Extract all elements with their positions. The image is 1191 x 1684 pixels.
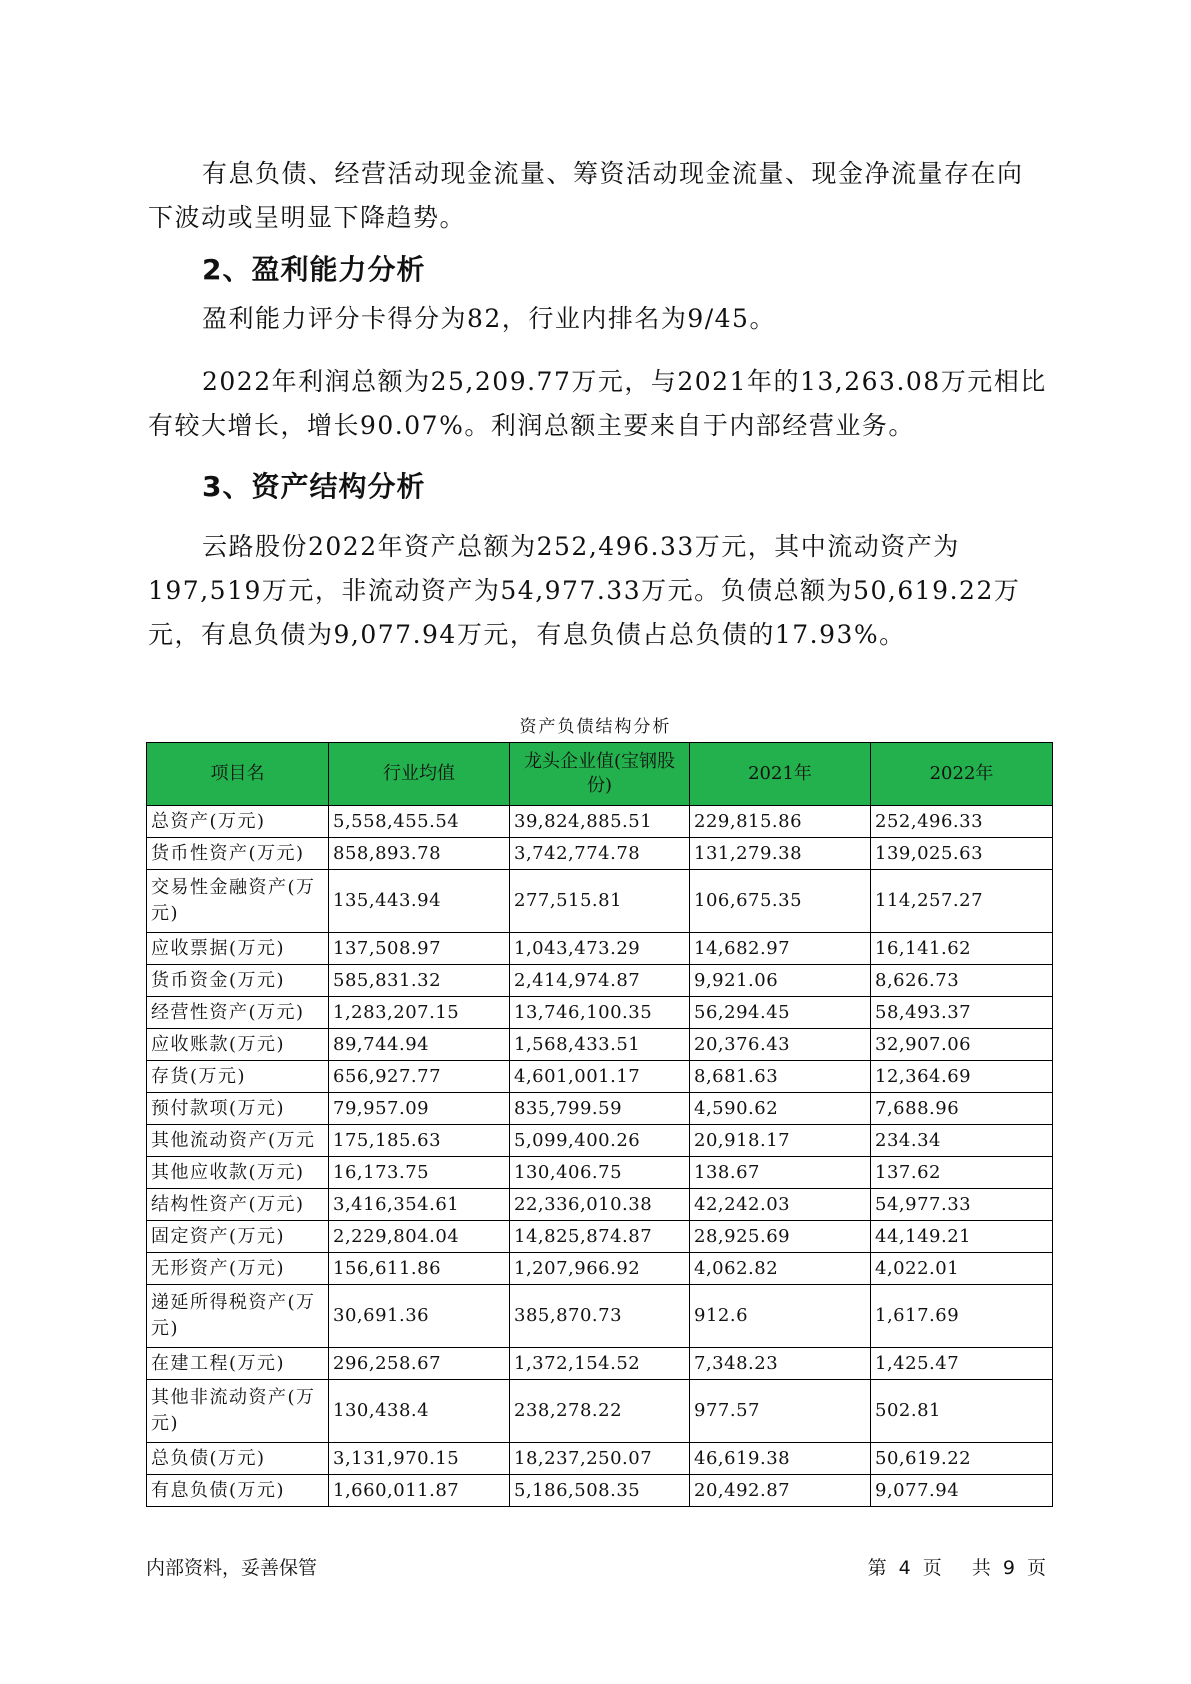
- cell-value: 3,416,354.61: [329, 1189, 510, 1221]
- cell-value: 1,425.47: [871, 1348, 1053, 1380]
- cell-value: 16,141.62: [871, 933, 1053, 965]
- cell-value: 131,279.38: [690, 838, 871, 870]
- cell-value: 3,131,970.15: [329, 1443, 510, 1475]
- cell-value: 4,601,001.17: [510, 1061, 690, 1093]
- cell-value: 175,185.63: [329, 1125, 510, 1157]
- cell-item-name: 在建工程(万元): [147, 1348, 329, 1380]
- cell-value: 9,077.94: [871, 1475, 1053, 1507]
- cell-item-name: 其他非流动资产(万元): [147, 1380, 329, 1443]
- cell-item-name: 预付款项(万元): [147, 1093, 329, 1125]
- cell-item-name: 结构性资产(万元): [147, 1189, 329, 1221]
- cell-item-name: 应收票据(万元): [147, 933, 329, 965]
- cell-item-name: 其他应收款(万元): [147, 1157, 329, 1189]
- header-industry-average: 行业均值: [329, 743, 510, 806]
- cell-value: 13,746,100.35: [510, 997, 690, 1029]
- table-row: [147, 1125, 1053, 1157]
- cell-value: 156,611.86: [329, 1253, 510, 1285]
- cell-item-name: 存货(万元): [147, 1061, 329, 1093]
- cell-value: 54,977.33: [871, 1189, 1053, 1221]
- cell-value: 912.6: [690, 1285, 871, 1348]
- cell-value: 56,294.45: [690, 997, 871, 1029]
- cell-value: 14,825,874.87: [510, 1221, 690, 1253]
- table-row: [147, 1029, 1053, 1061]
- cell-value: 1,043,473.29: [510, 933, 690, 965]
- table-row: [147, 1093, 1053, 1125]
- page-unit: 页: [922, 1557, 942, 1579]
- cell-value: 79,957.09: [329, 1093, 510, 1125]
- cell-value: 130,438.4: [329, 1380, 510, 1443]
- cell-value: 1,372,154.52: [510, 1348, 690, 1380]
- balance-sheet-table: [146, 742, 1053, 1507]
- header-2021: 2021年: [690, 743, 871, 806]
- cell-item-name: 其他流动资产(万元: [147, 1125, 329, 1157]
- table-row: [147, 1475, 1053, 1507]
- cell-value: 4,022.01: [871, 1253, 1053, 1285]
- table-row: [147, 870, 1053, 933]
- cell-value: 2,414,974.87: [510, 965, 690, 997]
- cell-value: 858,893.78: [329, 838, 510, 870]
- cell-value: 835,799.59: [510, 1093, 690, 1125]
- table-row: [147, 1380, 1053, 1443]
- footer-page-number: [862, 1553, 1052, 1580]
- cell-value: 135,443.94: [329, 870, 510, 933]
- table-row: [147, 933, 1053, 965]
- table-row: [147, 1189, 1053, 1221]
- cell-value: 138.67: [690, 1157, 871, 1189]
- cell-value: 8,626.73: [871, 965, 1053, 997]
- cell-value: 139,025.63: [871, 838, 1053, 870]
- cell-value: 7,348.23: [690, 1348, 871, 1380]
- cell-item-name: 应收账款(万元): [147, 1029, 329, 1061]
- cell-item-name: 总资产(万元): [147, 806, 329, 838]
- cell-value: 89,744.94: [329, 1029, 510, 1061]
- cell-value: 106,675.35: [690, 870, 871, 933]
- cell-value: 5,558,455.54: [329, 806, 510, 838]
- cell-value: 114,257.27: [871, 870, 1053, 933]
- cell-value: 50,619.22: [871, 1443, 1053, 1475]
- cell-value: 229,815.86: [690, 806, 871, 838]
- cell-value: 252,496.33: [871, 806, 1053, 838]
- cell-value: 585,831.32: [329, 965, 510, 997]
- cell-item-name: 经营性资产(万元): [147, 997, 329, 1029]
- cell-value: 12,364.69: [871, 1061, 1053, 1093]
- header-item-name: 项目名: [147, 743, 329, 806]
- table-row: [147, 1285, 1053, 1348]
- table-row: [147, 1348, 1053, 1380]
- cell-value: 20,376.43: [690, 1029, 871, 1061]
- cell-value: 1,568,433.51: [510, 1029, 690, 1061]
- cell-value: 28,925.69: [690, 1221, 871, 1253]
- header-leader-value: 龙头企业值(宝钢股份): [510, 743, 690, 806]
- cell-value: 234.34: [871, 1125, 1053, 1157]
- table-row: [147, 1253, 1053, 1285]
- cell-value: 44,149.21: [871, 1221, 1053, 1253]
- heading-asset-structure: 3、资产结构分析: [202, 470, 426, 503]
- total-prefix: 共: [971, 1557, 991, 1579]
- cell-value: 4,062.82: [690, 1253, 871, 1285]
- total-unit: 页: [1026, 1557, 1046, 1579]
- table-row: [147, 838, 1053, 870]
- cell-value: 137.62: [871, 1157, 1053, 1189]
- paragraph-asset-summary: 云路股份2022年资产总额为252,496.33万元，其中流动资产为197,519万元，非流动资产为54,977.33万元。负债总额为50,619.22万元，有息负债为9,077.94万元，有息负债占总负债的17.93%。: [148, 532, 1021, 649]
- cell-value: 1,207,966.92: [510, 1253, 690, 1285]
- cell-value: 1,283,207.15: [329, 997, 510, 1029]
- cell-value: 4,590.62: [690, 1093, 871, 1125]
- cell-value: 20,492.87: [690, 1475, 871, 1507]
- cell-value: 30,691.36: [329, 1285, 510, 1348]
- cell-value: 42,242.03: [690, 1189, 871, 1221]
- cell-value: 32,907.06: [871, 1029, 1053, 1061]
- table-row: [147, 1443, 1053, 1475]
- cell-item-name: 货币资金(万元): [147, 965, 329, 997]
- table-row: [147, 806, 1053, 838]
- cell-value: 22,336,010.38: [510, 1189, 690, 1221]
- cell-item-name: 有息负债(万元): [147, 1475, 329, 1507]
- table-body: [147, 806, 1053, 1507]
- cell-value: 20,918.17: [690, 1125, 871, 1157]
- cell-value: 5,099,400.26: [510, 1125, 690, 1157]
- table-row: [147, 965, 1053, 997]
- cell-value: 656,927.77: [329, 1061, 510, 1093]
- cell-value: 7,688.96: [871, 1093, 1053, 1125]
- cell-value: 277,515.81: [510, 870, 690, 933]
- table-row: [147, 997, 1053, 1029]
- cell-value: 385,870.73: [510, 1285, 690, 1348]
- table-row: [147, 1221, 1053, 1253]
- cell-item-name: 无形资产(万元): [147, 1253, 329, 1285]
- cell-value: 137,508.97: [329, 933, 510, 965]
- page-prefix: 第: [867, 1557, 887, 1579]
- table-row: [147, 1061, 1053, 1093]
- cell-value: 977.57: [690, 1380, 871, 1443]
- cell-value: 502.81: [871, 1380, 1053, 1443]
- cell-item-name: 递延所得税资产(万元): [147, 1285, 329, 1348]
- table-header-row: [147, 743, 1053, 806]
- cell-value: 58,493.37: [871, 997, 1053, 1029]
- paragraph-debt-trend: 有息负债、经营活动现金流量、筹资活动现金流量、现金净流量存在向下波动或呈明显下降趋势。: [148, 159, 1024, 232]
- cell-item-name: 固定资产(万元): [147, 1221, 329, 1253]
- cell-value: 16,173.75: [329, 1157, 510, 1189]
- cell-item-name: 交易性金融资产(万元): [147, 870, 329, 933]
- cell-value: 296,258.67: [329, 1348, 510, 1380]
- cell-value: 3,742,774.78: [510, 838, 690, 870]
- cell-value: 1,660,011.87: [329, 1475, 510, 1507]
- cell-value: 8,681.63: [690, 1061, 871, 1093]
- cell-value: 2,229,804.04: [329, 1221, 510, 1253]
- cell-value: 18,237,250.07: [510, 1443, 690, 1475]
- cell-item-name: 货币性资产(万元): [147, 838, 329, 870]
- cell-value: 46,619.38: [690, 1443, 871, 1475]
- cell-item-name: 总负债(万元): [147, 1443, 329, 1475]
- paragraph-profit-total: 2022年利润总额为25,209.77万元，与2021年的13,263.08万元相比有较大增长，增长90.07%。利润总额主要来自于内部经营业务。: [148, 367, 1047, 440]
- cell-value: 1,617.69: [871, 1285, 1053, 1348]
- footer-confidential-note: 内部资料，妥善保管: [146, 1557, 318, 1579]
- cell-value: 5,186,508.35: [510, 1475, 690, 1507]
- table-caption: 资产负债结构分析: [519, 717, 672, 737]
- header-2022: 2022年: [871, 743, 1053, 806]
- table-row: [147, 1157, 1053, 1189]
- cell-value: 130,406.75: [510, 1157, 690, 1189]
- page-current: 4: [898, 1557, 911, 1579]
- page-total: 9: [1002, 1557, 1015, 1579]
- cell-value: 39,824,885.51: [510, 806, 690, 838]
- paragraph-profit-score: 盈利能力评分卡得分为82，行业内排名为9/45。: [202, 304, 776, 333]
- cell-value: 9,921.06: [690, 965, 871, 997]
- cell-value: 14,682.97: [690, 933, 871, 965]
- cell-value: 238,278.22: [510, 1380, 690, 1443]
- heading-profitability: 2、盈利能力分析: [202, 253, 426, 286]
